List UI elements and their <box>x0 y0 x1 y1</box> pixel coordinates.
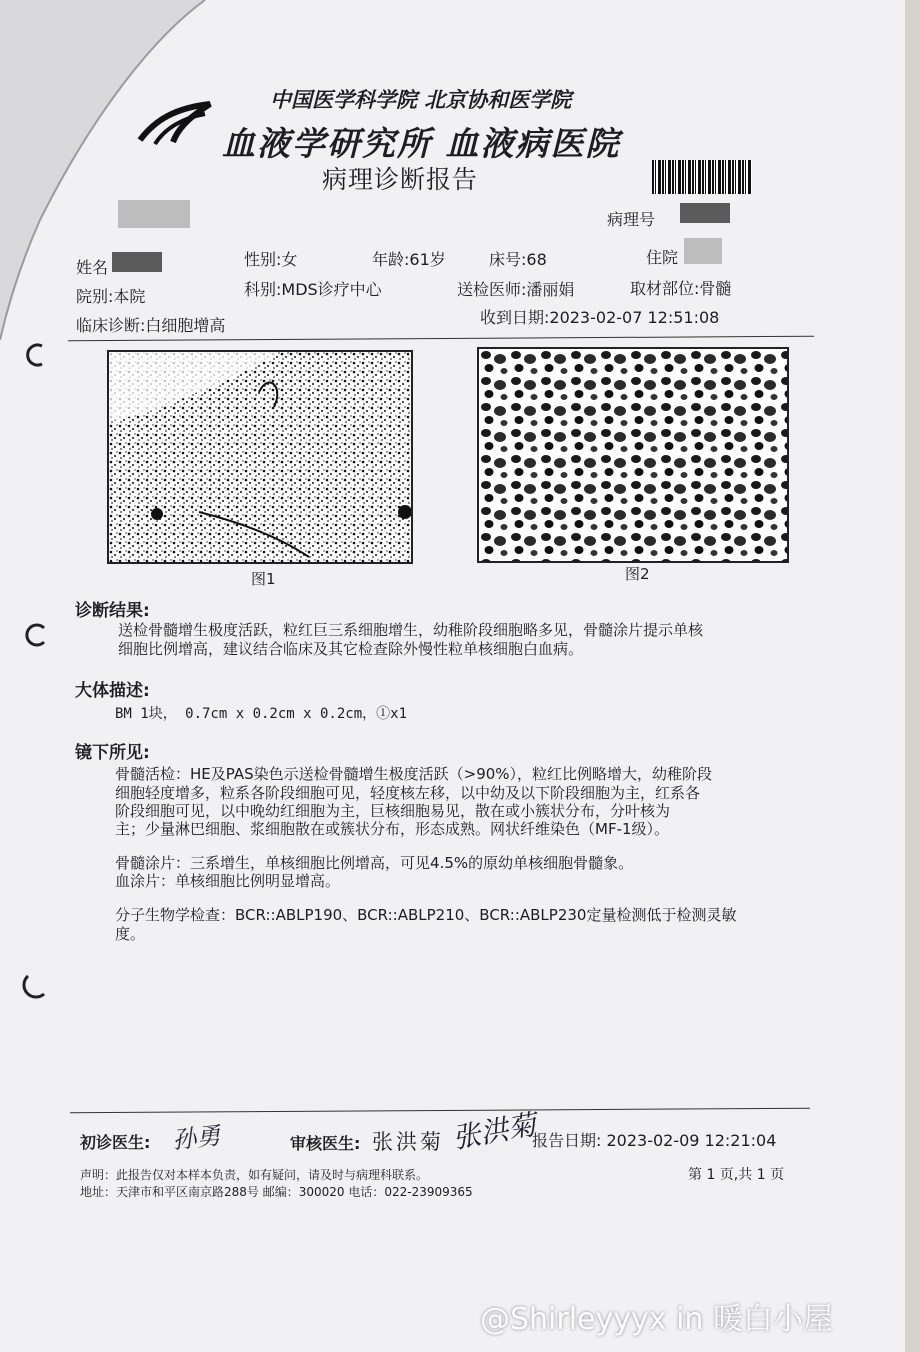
figure-1-caption: 图1 <box>251 570 276 588</box>
name-label: 姓名 <box>76 258 109 277</box>
report-title: 病理诊断报告 <box>322 165 479 194</box>
patient-bed: 床号:68 <box>489 250 547 269</box>
punch-hole-mark <box>20 340 50 370</box>
smear-line: 骨髓涂片：三系增生，单核细胞比例增高，可见4.5%的原幼单核细胞骨髓象。 <box>115 854 634 872</box>
redacted-pathology-no <box>680 203 730 223</box>
reviewer-signature: 张洪菊 <box>450 1107 539 1156</box>
redacted-name <box>112 252 162 272</box>
hospital-logo <box>135 100 215 146</box>
diagnosis-line: 细胞比例增高，建议结合临床及其它检查除外慢性粒单核细胞白血病。 <box>118 640 584 658</box>
patient-ward: 院别:本院 <box>76 287 146 306</box>
hospital-address: 地址：天津市和平区南京路288号 邮编：300020 电话：022-23909365 <box>80 1185 473 1199</box>
department-names: 血液学研究所 血液病医院 <box>222 124 621 163</box>
reviewer-name: 张洪菊 <box>372 1130 444 1154</box>
initial-doctor-signature: 孙勇 <box>170 1121 222 1155</box>
pathology-no-label: 病理号 <box>607 210 656 229</box>
received-date: 收到日期:2023-02-07 12:51:08 <box>480 308 720 327</box>
blood-smear-line: 血涂片：单核细胞比例明显增高。 <box>115 872 341 890</box>
reviewer-label: 审核医生: <box>290 1134 361 1153</box>
watermark: @Shirleyyyx in 暖白小屋 <box>480 1302 833 1337</box>
diagnosis-heading: 诊断结果: <box>75 601 150 621</box>
gross-heading: 大体描述: <box>75 681 150 701</box>
address-label: 住院 <box>646 248 679 267</box>
sample-site: 取材部位:骨髓 <box>630 279 732 298</box>
gross-description: BM 1块， 0.7cm x 0.2cm x 0.2cm，①x1 <box>115 706 408 722</box>
punch-hole-mark <box>20 970 50 1000</box>
microscopy-line: 阶段细胞可见，以中晚幼红细胞为主，巨核细胞易见，散在或小簇状分布，分叶核为 <box>115 802 671 820</box>
institution-names: 中国医学科学院 北京协和医学院 <box>270 87 572 112</box>
patient-department: 科别:MDS诊疗中心 <box>244 280 382 299</box>
figure-2-image <box>477 347 789 563</box>
disclaimer: 声明：此报告仅对本样本负责，如有疑问，请及时与病理科联系。 <box>80 1168 429 1182</box>
molecular-line: 分子生物学检查：BCR::ABLP190、BCR::ABLP210、BCR::ABLP230定量检测低于检测灵敏 <box>115 906 737 924</box>
microscopy-line: 细胞轻度增多，粒系各阶段细胞可见，轻度核左移，以中幼及以下阶段细胞为主，红系各 <box>115 784 701 802</box>
molecular-line: 度。 <box>115 925 146 943</box>
sending-doctor: 送检医师:潘丽娟 <box>457 280 575 299</box>
clinical-diagnosis: 临床诊断:白细胞增高 <box>76 316 226 335</box>
redacted-region <box>118 200 190 228</box>
figure-2-caption: 图2 <box>625 565 650 583</box>
microscopy-heading: 镜下所见: <box>75 743 150 763</box>
diagnosis-line: 送检骨髓增生极度活跃，粒红巨三系细胞增生，幼稚阶段细胞略多见，骨髓涂片提示单核 <box>118 621 704 639</box>
microscopy-line: 主；少量淋巴细胞、浆细胞散在或簇状分布，形态成熟。网状纤维染色（MF-1级）。 <box>115 820 670 838</box>
barcode <box>652 160 752 194</box>
initial-doctor-label: 初诊医生: <box>80 1133 151 1152</box>
page-number: 第 1 页,共 1 页 <box>688 1167 785 1183</box>
patient-age: 年龄:61岁 <box>372 250 446 269</box>
punch-hole-mark <box>20 620 50 650</box>
redacted-address <box>684 238 722 264</box>
paper-edge <box>905 0 920 1352</box>
patient-sex: 性别:女 <box>244 250 298 269</box>
figure-1-image <box>107 350 413 564</box>
microscopy-line: 骨髓活检：HE及PAS染色示送检骨髓增生极度活跃（>90%），粒红比例略增大，幼稚阶段 <box>115 765 713 783</box>
report-date: 报告日期: 2023-02-09 12:21:04 <box>532 1131 777 1150</box>
